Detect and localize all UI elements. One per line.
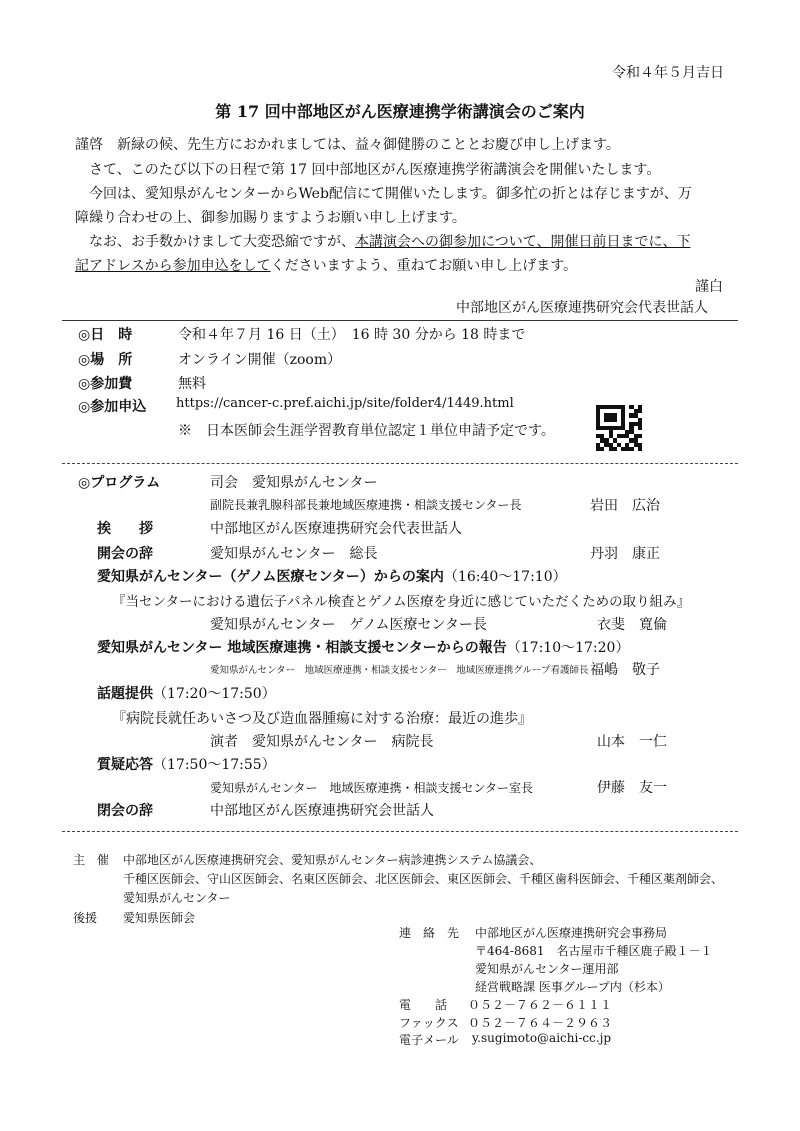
page-title: 第 17 回中部地区がん医療連携学術講演会のご案内 [215, 102, 585, 121]
session2-heading-text: 愛知県がんセンター 地域医療連携・相談支援センターからの報告 [97, 640, 507, 656]
apply-label: ◎参加申込 [78, 399, 147, 415]
closing-label: 閉会の辞 [97, 803, 153, 819]
letter-p4a-underlined: 本講演会への御参加について、開催日前日までに、下 [355, 234, 691, 250]
letter-p2: さて、このたび以下の日程で第 17 回中部地区がん医療連携学術講演会を開催いたします。 [89, 162, 661, 178]
session4-heading-text: 質疑応答 [97, 757, 153, 773]
letter-p4b-post: くださいますよう、重ねてお願い申し上げます。 [270, 258, 578, 274]
contact-dept2: 経営戦略課 医事グループ内（杉本） [475, 980, 670, 994]
opening-name: 丹羽 康正 [590, 546, 660, 562]
tel-value: ０５２－７６２－６１１１ [468, 998, 613, 1012]
greeting-label: 挨 拶 [97, 521, 153, 537]
session1-name: 衣斐 寛倫 [597, 617, 667, 633]
fax-label: ファックス [399, 1016, 459, 1030]
session3-name: 山本 一仁 [597, 734, 667, 750]
letter-p3b: 障繰り合わせの上、御参加賜りますようお願い申し上げます。 [75, 210, 466, 226]
session4-speaker: 愛知県がんセンター 地域医療連携・相談支援センター室長 [210, 781, 534, 795]
session2-heading [97, 637, 629, 657]
contact-address: 〒464-8681 名古屋市千種区鹿子殿１－１ [475, 944, 713, 958]
session1-heading-text: 愛知県がんセンター（ゲノム医療センター）からの案内 [97, 569, 444, 585]
host-line-3: 愛知県がんセンター [123, 891, 231, 905]
session3-time: （17:20～17:50） [153, 686, 276, 702]
signature: 中部地区がん医療連携研究会代表世話人 [456, 300, 708, 316]
tel-label: 電 話 [399, 998, 448, 1012]
support-label: 後援 [73, 911, 98, 925]
apply-url[interactable]: https://cancer-c.pref.aichi.jp/site/folder4/1449.html [176, 396, 514, 411]
host-label: 主 催 [73, 853, 110, 867]
place-value: オンライン開催（zoom） [178, 352, 342, 368]
session3-heading [97, 683, 276, 703]
letter-p3a: 今回は、愛知県がんセンターからWeb配信にて開催いたします。御多忙の折とは存じますが、万 [89, 186, 692, 202]
qr-code-icon[interactable] [596, 405, 642, 451]
session3-heading-text: 話題提供 [97, 686, 153, 702]
fax-value: ０５２－７６４－２９６３ [468, 1016, 613, 1030]
letter-p4a-pre: なお、お手数かけまして大変恐縮ですが、 [89, 234, 355, 250]
divider-line [62, 320, 738, 321]
session2-time: （17:10～17:20） [506, 640, 630, 656]
program-chair-title: 副院長兼乳腺科部長兼地域医療連携・相談支援センター長 [210, 498, 522, 512]
closing-value: 中部地区がん医療連携研究会世話人 [210, 803, 434, 819]
issue-date: 令和４年５月吉日 [612, 65, 724, 81]
opening-label: 開会の辞 [97, 546, 153, 562]
program-chair: 司会 愛知県がんセンター [210, 475, 378, 491]
divider-dashed-2 [62, 831, 738, 832]
closing-word: 謹白 [695, 279, 723, 295]
letter-p4b [75, 255, 577, 275]
support-value: 愛知県医師会 [123, 911, 196, 925]
session1-time: （16:40～17:10） [443, 569, 567, 585]
email-label: 電子メール [399, 1033, 459, 1047]
session2-name: 福嶋 敬子 [590, 662, 660, 678]
session2-speaker: 愛知県がんセンター 地域医療連携・相談支援センター 地域医療連携グループ看護師長 [210, 665, 589, 676]
session4-time: （17:50～17:55） [153, 757, 276, 773]
program-label: ◎プログラム [78, 475, 161, 491]
session4-name: 伊藤 友一 [597, 780, 667, 796]
fee-label: ◎参加費 [78, 376, 133, 392]
credit-note: ※ 日本医師会生涯学習教育単位認定１単位申請予定です。 [178, 423, 555, 439]
session4-heading [97, 754, 276, 774]
letter-p4a [89, 231, 690, 251]
session1-heading [97, 566, 567, 586]
date-label: ◎日 時 [78, 327, 133, 343]
contact-dept1: 愛知県がんセンター運用部 [475, 962, 619, 976]
contact-label: 連 絡 先 [399, 926, 460, 940]
greeting-value: 中部地区がん医療連携研究会代表世話人 [210, 521, 462, 537]
email-value[interactable]: y.sugimoto@aichi-cc.jp [472, 1031, 612, 1045]
opening-value: 愛知県がんセンター 総長 [210, 546, 378, 562]
host-line-2: 千種区医師会、守山区医師会、名東区医師会、北区医師会、東区医師会、千種区歯科医師会、千種区薬剤師会、 [123, 872, 724, 886]
session3-speaker: 演者 愛知県がんセンター 病院長 [210, 734, 434, 750]
place-label: ◎場 所 [78, 352, 133, 368]
program-chair-name: 岩田 広治 [590, 498, 660, 514]
contact-org: 中部地区がん医療連携研究会事務局 [475, 926, 668, 940]
letter-p1: 謹啓 新緑の候、先生方におかれましては、益々御健勝のこととお慶び申し上げます。 [75, 137, 620, 153]
letter-p4b-underlined: 記アドレスから参加申込をして [75, 258, 271, 274]
session3-title: 『病院長就任あいさつ及び造血器腫瘍に対する治療：最近の進歩』 [112, 711, 532, 727]
date-value: 令和４年７月 16 日（土） 16 時 30 分から 18 時まで [178, 327, 526, 343]
session1-title: 『当センターにおける遺伝子パネル検査とゲノム医療を身近に感じていただくための取り組み』 [112, 594, 691, 610]
session1-speaker: 愛知県がんセンター ゲノム医療センター長 [210, 617, 487, 633]
fee-value: 無料 [178, 376, 206, 392]
host-line-1: 中部地区がん医療連携研究会、愛知県がんセンター病診連携システム協議会、 [123, 853, 542, 867]
divider-dashed [62, 463, 738, 464]
